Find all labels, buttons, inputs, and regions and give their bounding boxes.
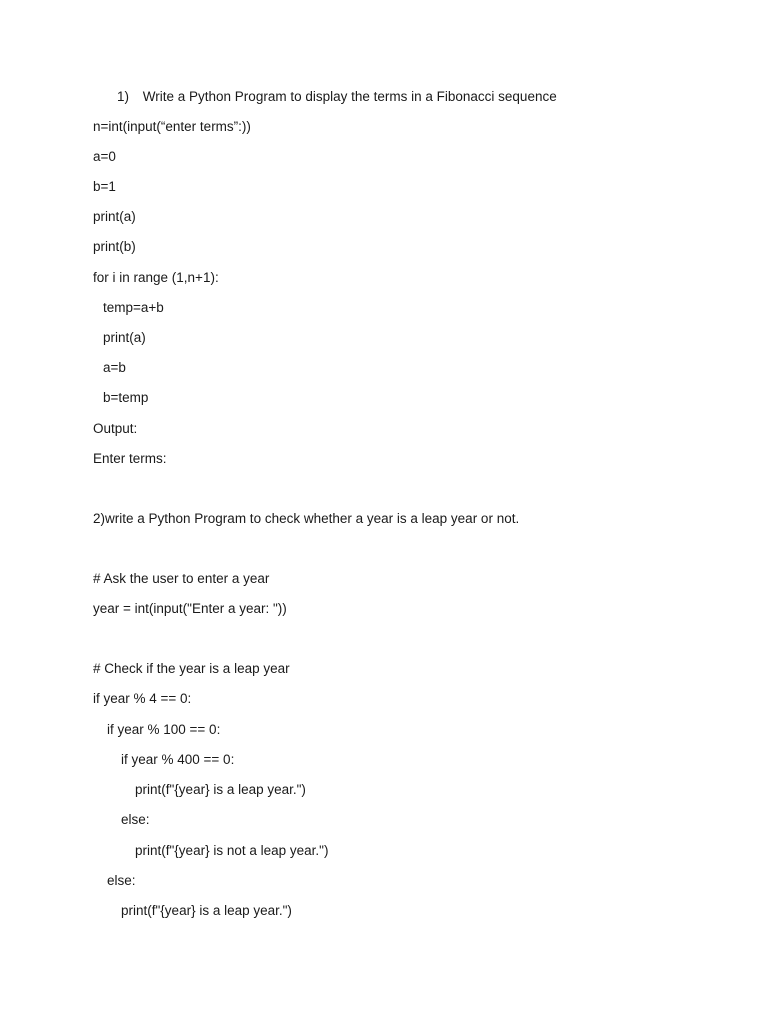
code-line: b=1	[93, 179, 116, 194]
code-line: else:	[121, 812, 150, 827]
code-line: a=0	[93, 149, 116, 164]
code-line: print(f"{year} is a leap year.")	[135, 782, 306, 797]
code-line: b=temp	[103, 390, 149, 405]
code-line: year = int(input("Enter a year: "))	[93, 601, 287, 616]
code-comment: # Ask the user to enter a year	[93, 571, 270, 586]
code-line: n=int(input(“enter terms”:))	[93, 119, 251, 134]
code-line: if year % 4 == 0:	[93, 691, 192, 706]
question-2-heading: 2)write a Python Program to check whether a year is a leap year or not.	[93, 511, 520, 526]
code-line: print(b)	[93, 239, 136, 254]
output-line: Enter terms:	[93, 451, 167, 466]
question-1-heading	[117, 88, 557, 106]
question-1-number: 1)	[117, 89, 130, 104]
code-line: else:	[107, 873, 136, 888]
question-1-title: Write a Python Program to display the terms in a Fibonacci sequence	[142, 89, 557, 104]
code-comment: # Check if the year is a leap year	[93, 661, 290, 676]
code-line: for i in range (1,n+1):	[93, 270, 219, 285]
code-line: if year % 100 == 0:	[107, 722, 221, 737]
code-line: temp=a+b	[103, 300, 164, 315]
code-line: if year % 400 == 0:	[121, 752, 235, 767]
code-line: print(a)	[93, 209, 136, 224]
code-line: a=b	[103, 360, 126, 375]
code-line: print(f"{year} is a leap year.")	[121, 903, 292, 918]
code-line: print(f"{year} is not a leap year.")	[135, 843, 329, 858]
code-line: print(a)	[103, 330, 146, 345]
output-label: Output:	[93, 421, 138, 436]
